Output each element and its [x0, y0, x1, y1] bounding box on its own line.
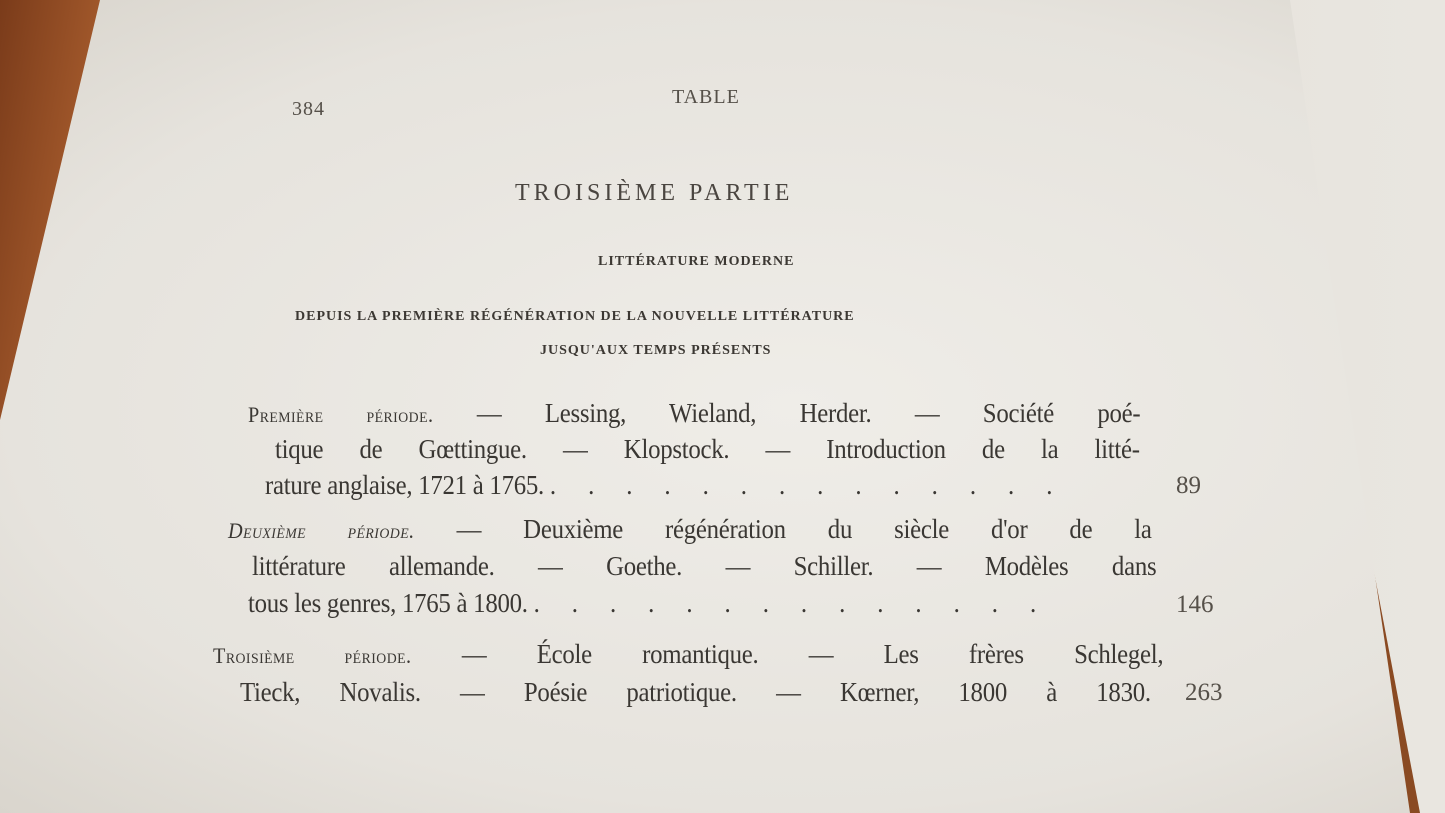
subtitle-line: JUSQU'AUX TEMPS PRÉSENTS	[540, 343, 772, 358]
period-label: Première période.	[248, 402, 434, 427]
running-title: TABLE	[672, 86, 740, 108]
part-title: TROISIÈME PARTIE	[515, 180, 794, 206]
entry-page-number: 263	[1185, 679, 1223, 706]
toc-entry-line	[265, 470, 1065, 501]
dot-leader: . . . . . . . . . . . . . .	[549, 470, 1066, 500]
toc-entry-line	[248, 398, 1140, 429]
toc-entry-line	[248, 588, 1049, 619]
entry-text: rature anglaise, 1721 à 1765.	[265, 470, 544, 500]
entry-page-number: 89	[1176, 472, 1201, 499]
entry-text: — École romantique. — Les frères Schlegel,	[411, 639, 1164, 669]
period-label: Troisième période.	[213, 643, 412, 668]
toc-entry-line	[228, 514, 1152, 545]
entry-text: — Deuxième régénération du siècle d'or de la	[414, 514, 1152, 544]
dot-leader: . . . . . . . . . . . . . .	[533, 588, 1050, 618]
entry-text: tous les genres, 1765 à 1800.	[248, 588, 528, 618]
subtitle-line: DEPUIS LA PREMIÈRE RÉGÉNÉRATION DE LA NOUVELLE LITTÉRATURE	[295, 309, 855, 324]
toc-entry-line: littérature allemande. — Goethe. — Schiller. — Modèles dans	[252, 551, 1157, 581]
entry-page-number: 146	[1176, 591, 1214, 618]
page-number: 384	[292, 98, 325, 120]
entry-text: — Lessing, Wieland, Herder. — Société poé-	[433, 398, 1141, 428]
section-title: LITTÉRATURE MODERNE	[598, 254, 795, 269]
toc-entry-line: tique de Gœttingue. — Klopstock. — Introduction de la litté-	[275, 434, 1140, 464]
toc-entry-line: Tieck, Novalis. — Poésie patriotique. — Kœrner, 1800 à 1830.	[240, 677, 1151, 707]
toc-entry-line	[213, 639, 1163, 670]
period-label: Deuxième période.	[228, 518, 415, 543]
